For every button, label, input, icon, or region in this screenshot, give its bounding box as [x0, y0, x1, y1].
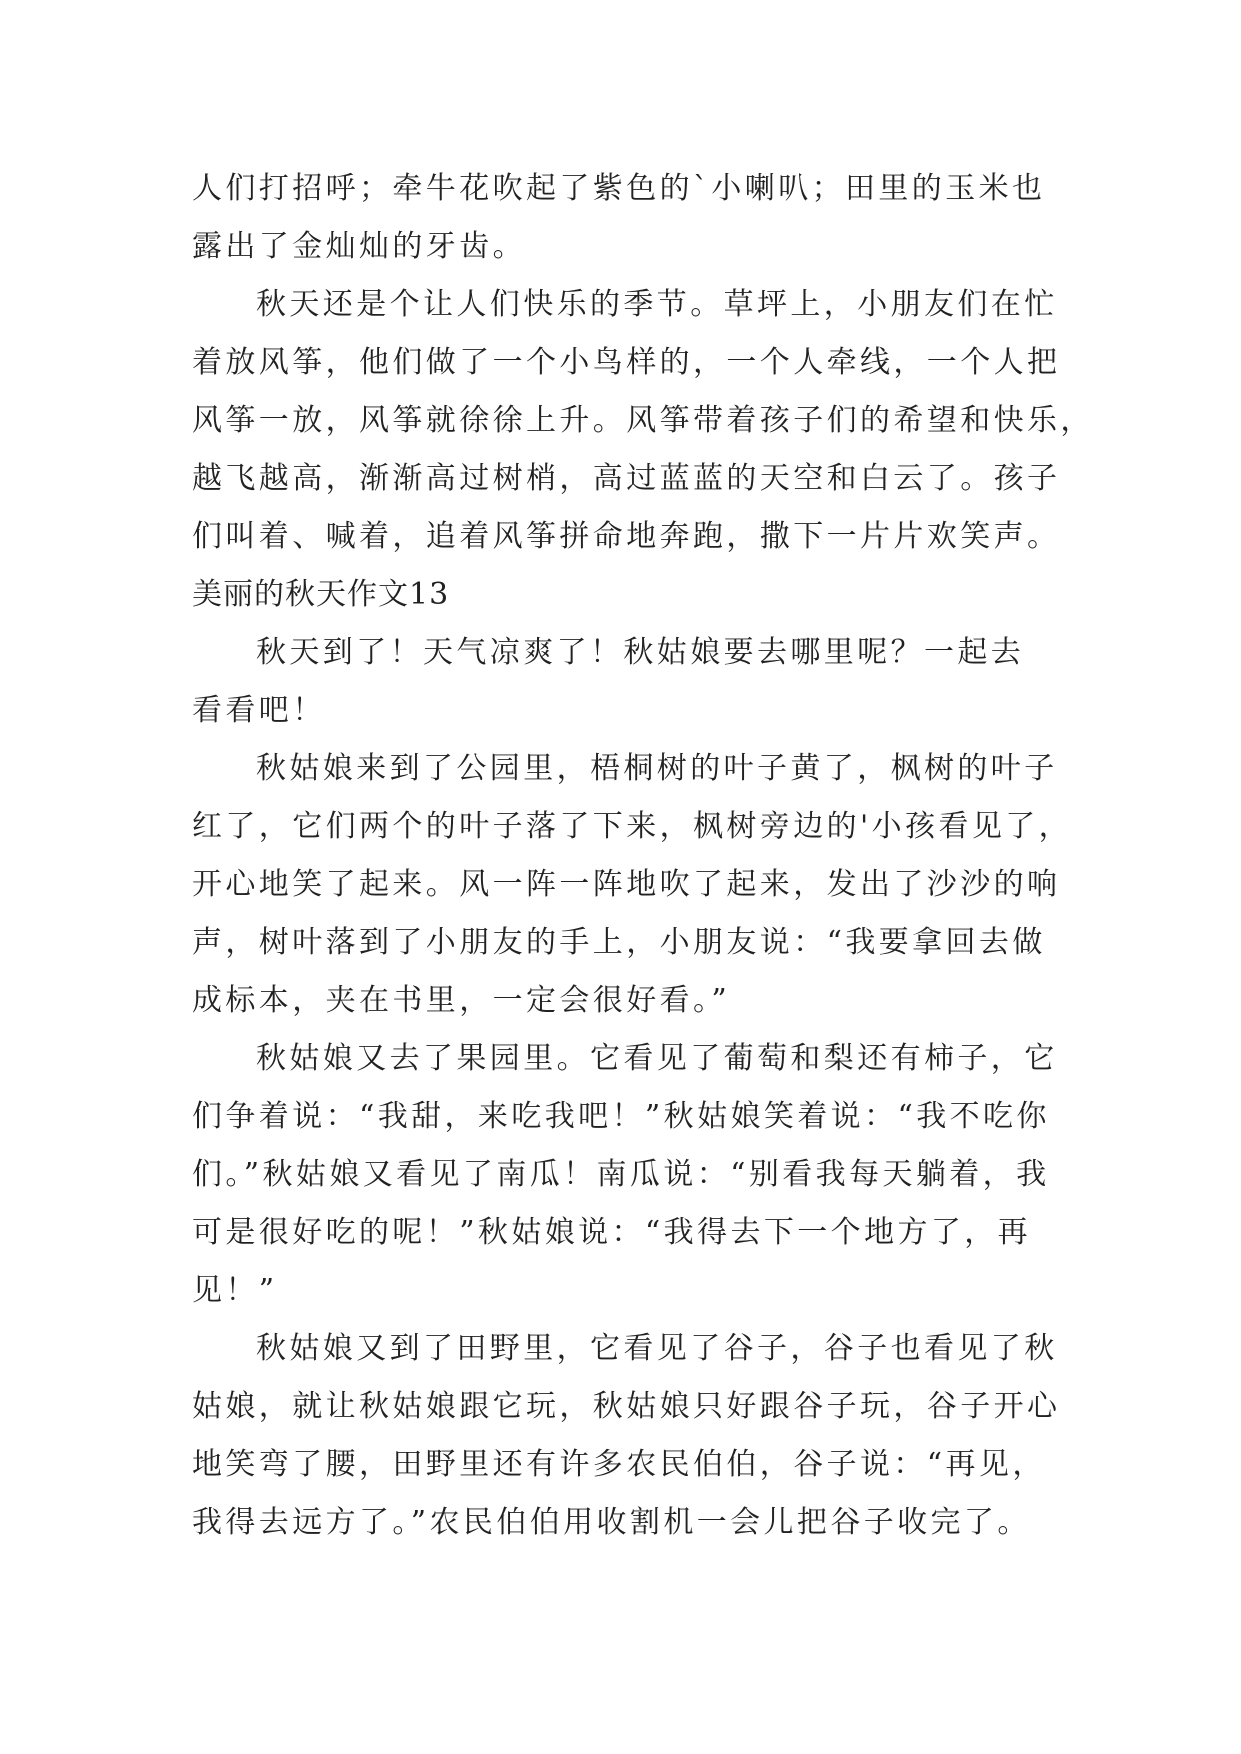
text-line: 我得去远方了。”农民伯伯用收割机一会儿把谷子收完了。 [192, 1505, 1031, 1540]
text-line: 成标本，夹在书里，一定会很好看。” [192, 983, 731, 1018]
text-line: 们。”秋姑娘又看见了南瓜！南瓜说：“别看我每天躺着，我 [192, 1157, 1050, 1192]
paragraph-autumn-arrives [192, 624, 1062, 740]
paragraph-kite [192, 276, 1094, 566]
text-line: 红了，它们两个的叶子落了下来，枫树旁边的'小孩看见了， [192, 809, 1073, 844]
text-line: 风筝一放，风筝就徐徐上升。风筝带着孩子们的希望和快乐， [192, 403, 1094, 438]
text-line: 们叫着、喊着，追着风筝拼命地奔跑，撒下一片片欢笑声。 [192, 519, 1061, 554]
text-line: 秋天还是个让人们快乐的季节。草坪上，小朋友们在忙 [256, 287, 1058, 322]
text-line: 可是很好吃的呢！”秋姑娘说：“我得去下一个地方了，再 [192, 1215, 1032, 1250]
document-body [192, 160, 1094, 1552]
text-line: 着放风筝，他们做了一个小鸟样的，一个人牵线，一个人把 [192, 345, 1061, 380]
text-line: 姑娘，就让秋姑娘跟它玩，秋姑娘只好跟谷子玩，谷子开心 [192, 1389, 1061, 1424]
text-line: 露出了金灿灿的牙齿。 [192, 229, 526, 264]
paragraph-orchard [192, 1030, 1062, 1320]
text-line: 见！” [192, 1273, 278, 1308]
text-line: 看看吧！ [192, 693, 326, 728]
text-line: 秋天到了！天气凉爽了！秋姑娘要去哪里呢？一起去 [256, 635, 1025, 670]
text-line: 越飞越高，渐渐高过树梢，高过蓝蓝的天空和白云了。孩子 [192, 461, 1061, 496]
text-line: 开心地笑了起来。风一阵一阵地吹了起来，发出了沙沙的响 [192, 867, 1061, 902]
intro-paragraph [192, 160, 1062, 276]
text-line: 秋姑娘又去了果园里。它看见了葡萄和梨还有柿子，它 [256, 1041, 1058, 1076]
text-line: 秋姑娘又到了田野里，它看见了谷子，谷子也看见了秋 [256, 1331, 1058, 1366]
paragraph-park [192, 740, 1073, 1030]
text-line: 秋姑娘来到了公园里，梧桐树的叶子黄了，枫树的叶子 [256, 751, 1058, 786]
paragraph-field [192, 1320, 1062, 1552]
text-line: 人们打招呼；牵牛花吹起了紫色的`小喇叭；田里的玉米也 [192, 171, 1046, 206]
text-line: 声，树叶落到了小朋友的手上，小朋友说：“我要拿回去做 [192, 925, 1046, 960]
text-line: 们争着说：“我甜，来吃我吧！”秋姑娘笑着说：“我不吃你 [192, 1099, 1050, 1134]
essay-heading: 美丽的秋天作文13 [192, 577, 450, 612]
text-line: 地笑弯了腰，田野里还有许多农民伯伯，谷子说：“再见， [192, 1447, 1046, 1482]
